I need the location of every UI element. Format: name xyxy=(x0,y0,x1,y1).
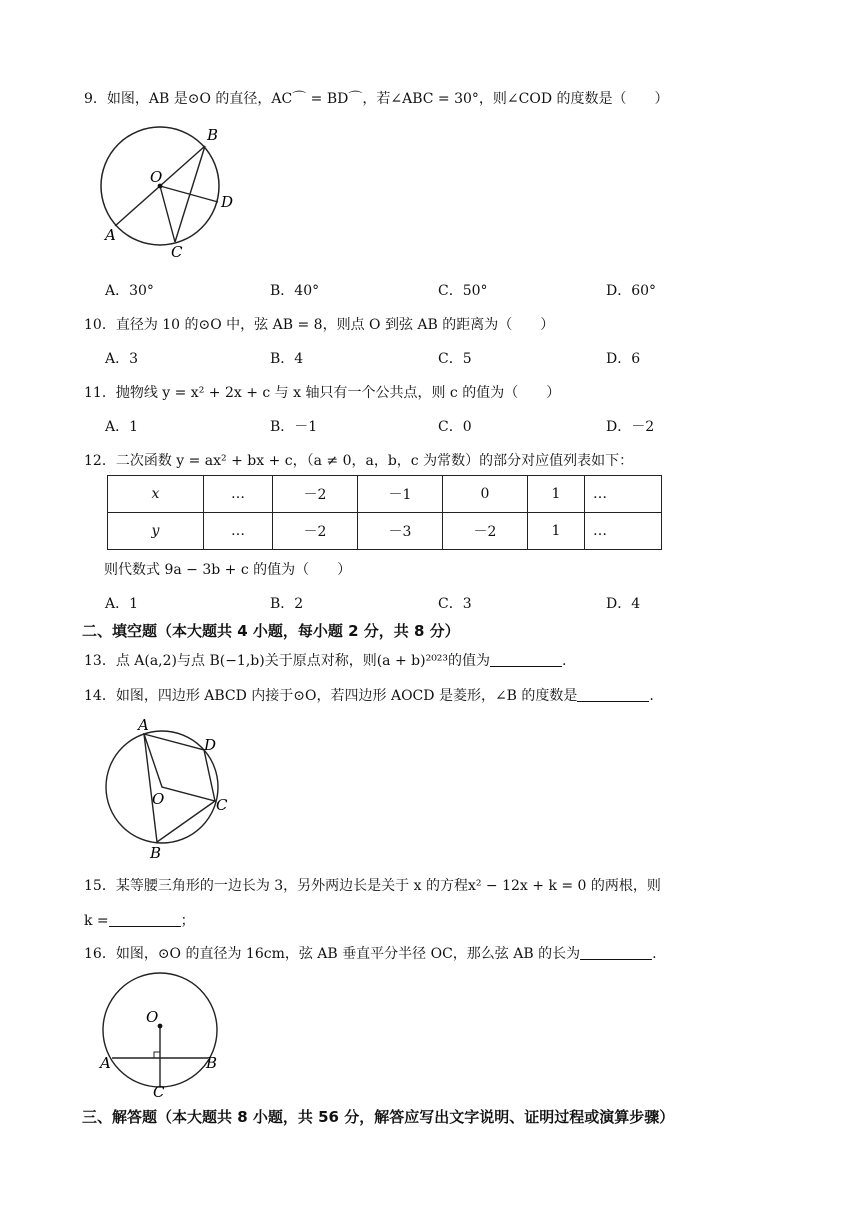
q14-stem: 14．如图，四边形 ABCD 内接于⊙O，若四边形 AOCD 是菱形，∠B 的度数是 xyxy=(84,688,578,704)
q16-stem: 16．如图，⊙O 的直径为 16cm，弦 AB 垂直平分半径 OC，那么弦 AB 的长为 xyxy=(84,946,581,962)
q9-radius-oc xyxy=(160,186,175,242)
table-row xyxy=(108,476,662,513)
q14-line xyxy=(84,686,654,706)
q14-label-c: C xyxy=(216,796,228,814)
q15-end: ； xyxy=(180,913,195,929)
table-cell: 1 xyxy=(528,476,585,513)
table-cell: －1 xyxy=(358,476,443,513)
q12-option-b: B．2 xyxy=(270,596,304,612)
table-cell: －3 xyxy=(358,513,443,550)
q12-stem: 12．二次函数 y = ax² + bx + c，（a ≠ 0，a，b，c 为常数）的部分对应值列表如下： xyxy=(84,453,634,469)
table-cell: x xyxy=(108,476,204,513)
q15-line2 xyxy=(84,911,195,931)
q9-label-o: O xyxy=(150,168,163,186)
section-2-heading: 二、填空题（本大题共 4 小题，每小题 2 分，共 8 分） xyxy=(82,622,460,640)
q16-end: . xyxy=(652,946,657,962)
table-cell: … xyxy=(585,513,662,550)
section-3-heading: 三、解答题（本大题共 8 小题，共 56 分，解答应写出文字说明、证明过程或演算步骤） xyxy=(82,1108,675,1126)
q13-stem: 13．点 A(a,2)与点 B(−1,b)关于原点对称，则(a + b)²⁰²³的值为 xyxy=(84,653,491,669)
table-cell: y xyxy=(108,513,204,550)
q16-label-c: C xyxy=(153,1083,165,1101)
q14-label-o: O xyxy=(152,790,165,808)
table-cell: … xyxy=(204,476,273,513)
q9-label-a: A xyxy=(105,226,116,244)
q11-stem: 11．抛物线 y = x² + 2x + c 与 x 轴只有一个公共点，则 c 的值为（ ） xyxy=(84,385,561,401)
q15-answer-blank[interactable] xyxy=(109,912,181,927)
q14-figure xyxy=(100,716,240,861)
q9-label-c: C xyxy=(171,243,183,261)
q9-radius-od xyxy=(160,186,218,202)
q16-line xyxy=(84,944,657,964)
q10-option-c: C．5 xyxy=(438,351,472,367)
q11-option-c: C．0 xyxy=(438,419,472,435)
q9-figure xyxy=(95,124,245,264)
q9-stem: 9．如图，AB 是⊙O 的直径，AC⌒ = BD⌒，若∠ABC = 30°，则∠COD 的度数是（ ） xyxy=(84,91,669,107)
table-cell: －2 xyxy=(273,513,358,550)
q11-option-a: A．1 xyxy=(105,419,139,435)
q12-option-d: D．4 xyxy=(606,596,641,612)
q10-stem: 10．直径为 10 的⊙O 中，弦 AB = 8，则点 O 到弦 AB 的距离为（ ） xyxy=(84,317,555,333)
q9-option-c: C．50° xyxy=(438,283,488,299)
q14-label-a: A xyxy=(138,716,149,734)
table-cell: 1 xyxy=(528,513,585,550)
q9-option-d: D．60° xyxy=(606,283,657,299)
q12-option-a: A．1 xyxy=(105,596,139,612)
q13-end: . xyxy=(562,653,567,669)
table-cell: 0 xyxy=(443,476,528,513)
q14-end: . xyxy=(649,688,654,704)
q16-label-o: O xyxy=(146,1008,159,1026)
table-cell: … xyxy=(204,513,273,550)
q10-option-a: A．3 xyxy=(105,351,139,367)
q9-label-d: D xyxy=(221,193,234,211)
q13-line xyxy=(84,651,566,671)
q12-value-table xyxy=(107,475,662,550)
q10-option-b: B．4 xyxy=(270,351,304,367)
q15-k-label: k = xyxy=(84,913,109,929)
table-cell: … xyxy=(585,476,662,513)
q16-center-point xyxy=(158,1024,163,1029)
q13-answer-blank[interactable] xyxy=(490,652,562,667)
q9-option-a: A．30° xyxy=(105,283,154,299)
q12-follow: 则代数式 9a − 3b + c 的值为（ ） xyxy=(104,562,352,578)
q16-figure xyxy=(98,972,228,1101)
q14-label-d: D xyxy=(204,736,217,754)
table-row xyxy=(108,513,662,550)
q16-label-a: A xyxy=(100,1054,111,1072)
q12-option-c: C．3 xyxy=(438,596,472,612)
q9-option-b: B．40° xyxy=(270,283,320,299)
q15-stem: 15．某等腰三角形的一边长为 3，另外两边长是关于 x 的方程x² − 12x + k = 0 的两根，则 xyxy=(84,878,661,894)
q10-option-d: D．6 xyxy=(606,351,641,367)
q16-answer-blank[interactable] xyxy=(580,945,652,960)
table-cell: －2 xyxy=(273,476,358,513)
q11-option-d: D．－2 xyxy=(606,419,655,435)
table-cell: －2 xyxy=(443,513,528,550)
q9-label-b: B xyxy=(207,126,219,144)
q14-label-b: B xyxy=(150,844,162,862)
q14-answer-blank[interactable] xyxy=(577,687,649,702)
q16-right-angle-mark xyxy=(154,1052,160,1058)
q11-option-b: B．－1 xyxy=(270,419,318,435)
q16-label-b: B xyxy=(206,1054,218,1072)
